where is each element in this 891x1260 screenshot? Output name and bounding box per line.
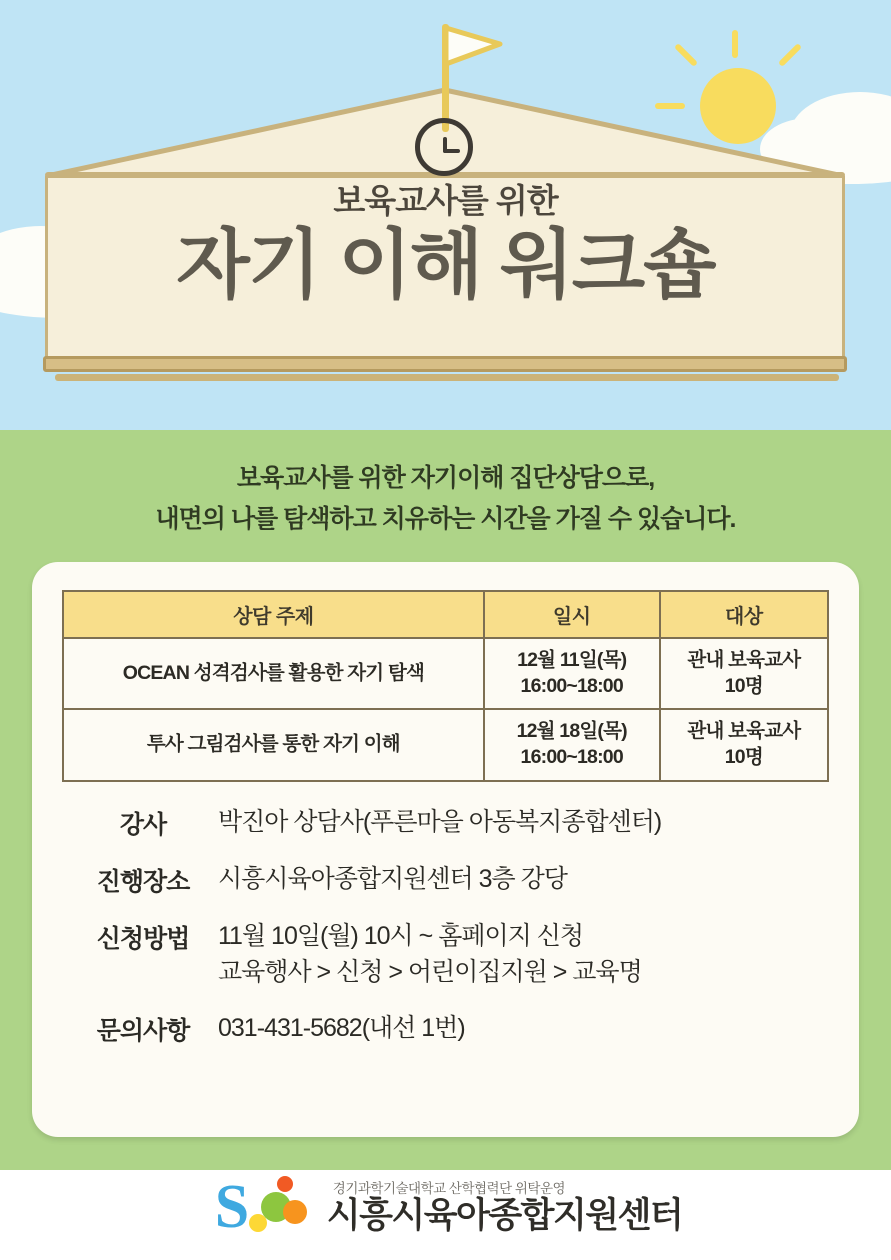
banner-section — [0, 0, 891, 430]
lead-line-2: 내면의 나를 탐색하고 치유하는 시간을 가질 수 있습니다. — [155, 505, 736, 534]
info-value-line1: 11월 10일(월) 10시 ~ 홈페이지 신청 — [218, 921, 584, 950]
info-value — [218, 1010, 465, 1046]
banner-title: 자기 이해 워크숍 — [176, 223, 715, 308]
row-target-line1: 관내 보육교사 — [687, 720, 801, 743]
row-date: 12월 11일(목) — [517, 649, 627, 671]
table-row — [63, 709, 828, 780]
banner-subtitle: 보육교사를 위한 — [333, 182, 558, 219]
info-item-contact — [68, 1010, 823, 1047]
row-datetime — [484, 709, 660, 780]
clock-icon — [415, 118, 473, 176]
info-label: 진행장소 — [96, 867, 190, 896]
table-row — [63, 638, 828, 709]
info-item-apply — [68, 918, 823, 991]
row-time: 16:00~18:00 — [520, 674, 623, 697]
info-label: 문의사항 — [96, 1017, 190, 1046]
schedule-table — [62, 590, 829, 782]
info-value — [218, 804, 661, 840]
organization-logo — [0, 1170, 891, 1241]
info-label: 강사 — [119, 810, 167, 839]
row-target — [660, 638, 828, 709]
footer-section — [0, 1170, 891, 1260]
info-value-line2: 교육행사 > 신청 > 어린이집지원 > 교육명 — [218, 958, 642, 987]
info-value-line1: 031-431-5682(내선 1번) — [218, 1014, 465, 1043]
logo-mark-icon — [209, 1170, 319, 1241]
row-target — [660, 709, 828, 780]
info-value — [218, 861, 567, 897]
logo-title: 시흥시육아종합지원센터 — [326, 1196, 683, 1235]
details-card — [32, 562, 859, 1137]
info-item-instructor — [68, 804, 823, 841]
logo-subtitle: 경기과학기술대학교 산학협력단 위탁운영 — [332, 1181, 566, 1196]
table-header-row — [63, 591, 828, 638]
row-time: 16:00~18:00 — [520, 746, 623, 769]
row-topic: OCEAN 성격검사를 활용한 자기 탐색 — [63, 638, 484, 709]
table-header-datetime: 일시 — [484, 591, 660, 638]
info-label: 신청방법 — [96, 924, 190, 953]
row-target-line2: 10명 — [724, 674, 763, 697]
info-list — [62, 804, 829, 1048]
info-value — [218, 918, 642, 991]
row-date: 12월 18일(목) — [516, 720, 627, 743]
row-target-line1: 관내 보육교사 — [687, 649, 801, 671]
logo-letter: S — [214, 1173, 250, 1241]
lead-line-1: 보육교사를 위한 자기이해 집단상담으로, — [236, 464, 655, 492]
info-value-line1: 박진아 상담사(푸른마을 아동복지종합센터) — [218, 807, 662, 836]
row-datetime — [484, 638, 660, 709]
logo-text-block — [327, 1177, 682, 1233]
lead-paragraph — [0, 458, 891, 541]
table-header-topic: 상담 주제 — [63, 591, 484, 638]
banner-title-block — [0, 175, 891, 306]
info-item-location — [68, 861, 823, 898]
row-target-line2: 10명 — [724, 746, 763, 769]
main-section — [0, 430, 891, 1170]
info-value-line1: 시흥시육아종합지원센터 3층 강당 — [218, 864, 567, 893]
row-topic: 투사 그림검사를 통한 자기 이해 — [63, 709, 484, 780]
table-header-target: 대상 — [660, 591, 828, 638]
